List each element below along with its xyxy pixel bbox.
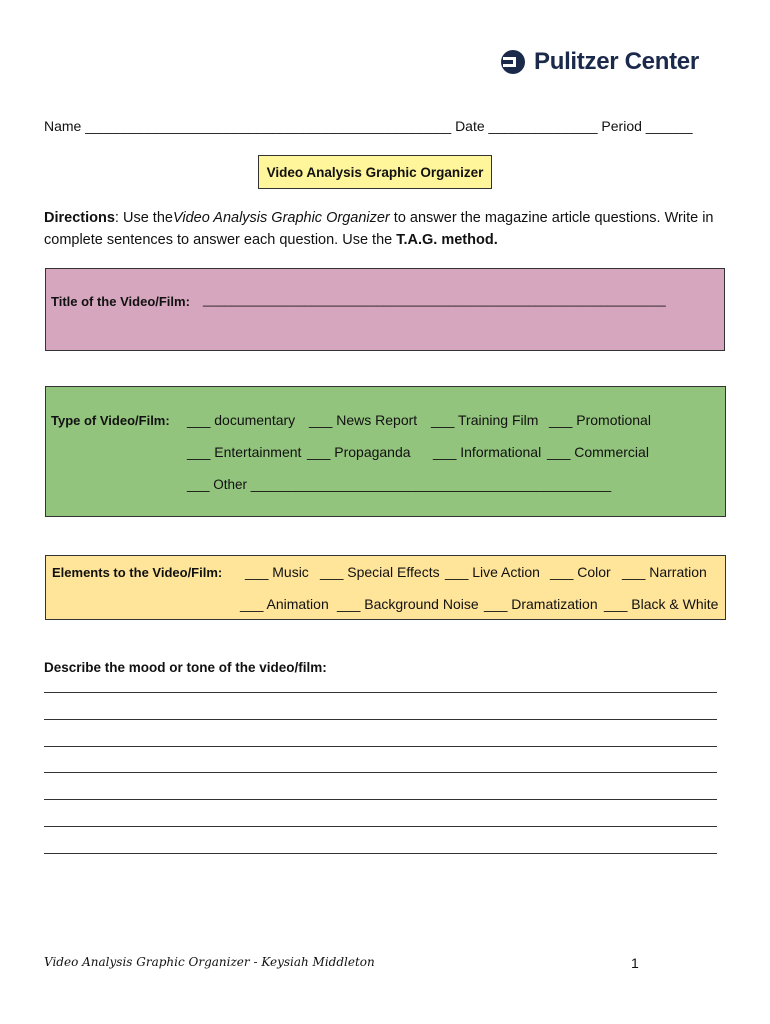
element-option[interactable]: ___ Special Effects (320, 564, 440, 580)
writing-line[interactable] (44, 746, 717, 747)
title-section-box (45, 268, 725, 351)
writing-line[interactable] (44, 853, 717, 854)
writing-line[interactable] (44, 799, 717, 800)
element-option[interactable]: ___ Animation (240, 596, 329, 612)
element-option[interactable]: ___ Color (550, 564, 611, 580)
type-option[interactable]: ___ News Report (309, 412, 418, 428)
element-option[interactable]: ___ Live Action (445, 564, 540, 580)
title-section-label: Title of the Video/Film: (51, 294, 190, 309)
page-title: Video Analysis Graphic Organizer (258, 155, 492, 189)
name-date-period-line[interactable]: Name _______________________________________________ Date ______________ Period ______ (44, 118, 693, 134)
elements-section-label: Elements to the Video/Film: (52, 565, 223, 580)
type-option-other[interactable]: ___ Other ________________________________________________ (187, 477, 612, 492)
mood-question-label: Describe the mood or tone of the video/film: (44, 660, 327, 675)
directions-italic: Video Analysis Graphic Organizer (172, 210, 390, 226)
directions-bold: T.A.G. method. (396, 232, 498, 248)
type-option[interactable]: ___ Entertainment (187, 444, 302, 460)
type-option[interactable]: ___ Propaganda (307, 444, 411, 460)
footer-text: Video Analysis Graphic Organizer - Keysiah Middleton (44, 955, 375, 969)
directions-text (44, 207, 734, 251)
type-section-label: Type of Video/Film: (51, 413, 170, 428)
pulitzer-center-logo-icon (500, 49, 526, 75)
type-option[interactable]: ___ Commercial (547, 444, 649, 460)
title-blank-field[interactable]: ________________________________________________________________ (203, 292, 666, 307)
directions-text-before: : Use the (114, 210, 173, 226)
type-option[interactable]: ___ documentary (187, 412, 296, 428)
directions-text-after: to answer the magazine article questions. Write in complete sentences to answer each question. Use the (44, 210, 714, 248)
writing-line[interactable] (44, 692, 717, 693)
element-option[interactable]: ___ Background Noise (337, 596, 479, 612)
type-option[interactable]: ___ Promotional (549, 412, 651, 428)
type-option[interactable]: ___ Informational (433, 444, 542, 460)
type-option[interactable]: ___ Training Film (431, 412, 539, 428)
writing-line[interactable] (44, 719, 717, 720)
pulitzer-center-logo (500, 44, 699, 80)
element-option[interactable]: ___ Black & White (604, 596, 719, 612)
element-option[interactable]: ___ Narration (622, 564, 707, 580)
directions-label: Directions (44, 210, 115, 226)
element-option[interactable]: ___ Music (245, 564, 309, 580)
writing-line[interactable] (44, 826, 717, 827)
logo-text: Pulitzer Center (534, 48, 699, 75)
element-option[interactable]: ___ Dramatization (484, 596, 598, 612)
page-number: 1 (631, 955, 639, 971)
writing-line[interactable] (44, 772, 717, 773)
